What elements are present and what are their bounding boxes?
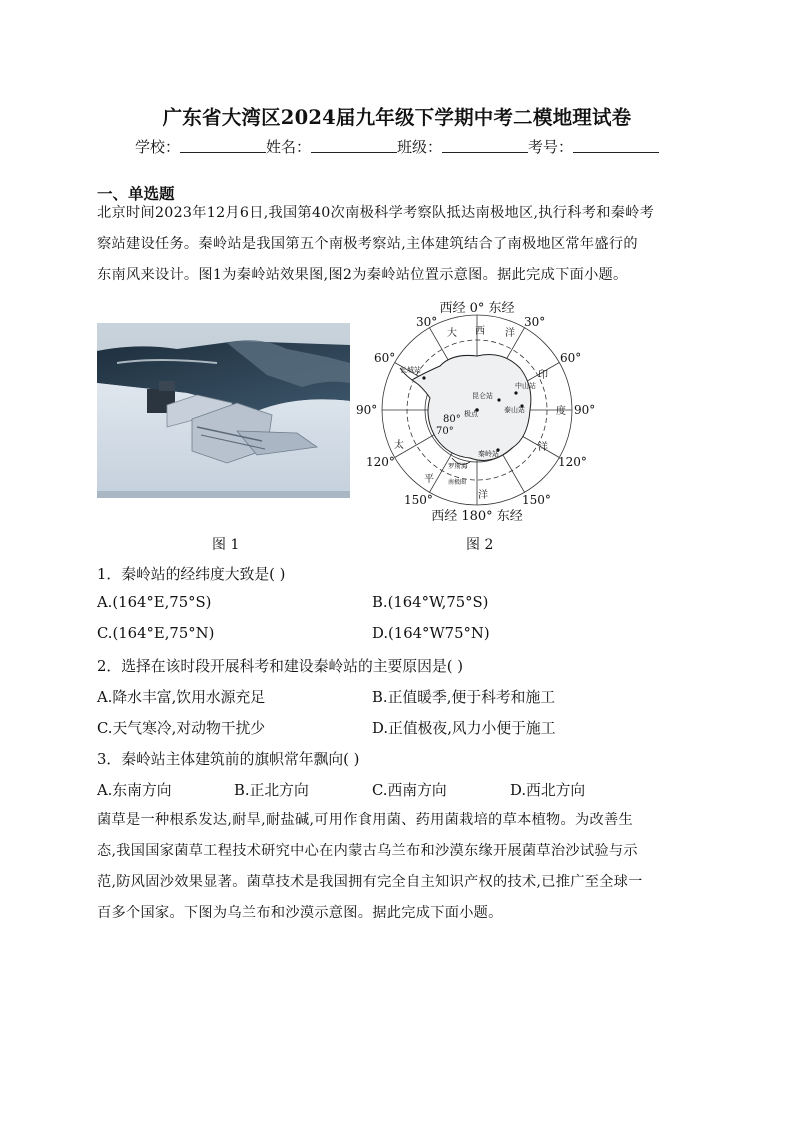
intro1-line: 北京时间2023年12月6日,我国第40次南极科学考察队抵达南极地区,执行科考和秦岭考 bbox=[97, 205, 655, 221]
q1-option-b[interactable]: B.(164°W,75°S) bbox=[372, 594, 489, 611]
lon-90e: 90° bbox=[574, 403, 596, 417]
class-blank bbox=[442, 138, 528, 153]
station-changcheng: 长城站 bbox=[400, 366, 421, 374]
map-bottom-label: 西经 180° 东经 bbox=[431, 509, 523, 524]
question-3-stem: 3．秦岭站主体建筑前的旗帜常年飘向( ) bbox=[97, 751, 360, 768]
question-1-stem: 1．秦岭站的经纬度大致是( ) bbox=[97, 566, 286, 583]
antarctic-circle-label: 南极圈 bbox=[448, 479, 467, 486]
name-label: 姓名： bbox=[265, 138, 311, 156]
school-blank bbox=[180, 138, 266, 153]
ocean-char-yang1: 洋 bbox=[505, 328, 515, 339]
intro1-line: 察站建设任务。秦岭站是我国第五个南极考察站,主体建筑结合了南极地区常年盛行的 bbox=[97, 236, 638, 252]
ocean-char-tai: 太 bbox=[394, 440, 404, 451]
station-qinling: 秦岭站 bbox=[478, 450, 499, 458]
ocean-char-ping: 平 bbox=[424, 474, 434, 485]
q2-option-b[interactable]: B.正值暖季,便于科考和施工 bbox=[372, 689, 556, 706]
intro2-line: 百多个国家。下图为乌兰布和沙漠示意图。据此完成下面小题。 bbox=[97, 905, 503, 921]
class-label: 班级： bbox=[397, 138, 443, 156]
antarctica-location-map bbox=[352, 298, 602, 526]
q3-option-d[interactable]: D.西北方向 bbox=[510, 782, 586, 799]
lon-30w: 30° bbox=[416, 315, 438, 329]
intro2-line: 范,防风固沙效果显著。菌草技术是我国拥有完全自主知识产权的技术,已推广至全球一 bbox=[97, 874, 643, 890]
q1-option-a[interactable]: A.(164°E,75°S) bbox=[97, 594, 212, 611]
section-heading: 一、单选题 bbox=[97, 184, 175, 203]
ocean-char-yang3: 洋 bbox=[478, 490, 488, 501]
page-title: 广东省大湾区2024届九年级下学期中考二模地理试卷 bbox=[162, 106, 632, 129]
lon-120w: 120° bbox=[366, 455, 395, 469]
station-kunlun: 昆仑站 bbox=[472, 392, 493, 400]
intro2-line: 菌草是一种根系发达,耐旱,耐盐碱,可用作食用菌、药用菌栽培的草本植物。为改善生 bbox=[97, 812, 633, 828]
ocean-char-yin: 印 bbox=[538, 370, 548, 381]
q1-option-c[interactable]: C.(164°E,75°N) bbox=[97, 625, 215, 642]
qinling-station-photo bbox=[97, 323, 350, 498]
q1-option-d[interactable]: D.(164°W75°N) bbox=[372, 625, 490, 642]
lon-150e: 150° bbox=[522, 493, 551, 507]
map-top-label: 西经 0° 东经 bbox=[439, 301, 515, 316]
lon-90w: 90° bbox=[356, 403, 378, 417]
ocean-char-du: 度 bbox=[556, 406, 566, 417]
ocean-char-xi: 西 bbox=[475, 326, 485, 337]
ocean-char-da: 大 bbox=[447, 328, 457, 339]
ross-sea-label: 罗斯海 bbox=[448, 462, 468, 470]
q2-option-d[interactable]: D.正值极夜,风力小便于施工 bbox=[372, 720, 556, 737]
ocean-char-yang2: 洋 bbox=[538, 442, 548, 453]
fig2-caption: 图 2 bbox=[466, 537, 494, 553]
lat-80: 80° bbox=[443, 414, 461, 425]
south-pole-label: 极点 bbox=[464, 410, 478, 418]
name-blank bbox=[311, 138, 397, 153]
fig1-caption: 图 1 bbox=[212, 537, 240, 553]
lon-60e: 60° bbox=[560, 351, 582, 365]
q2-option-a[interactable]: A.降水丰富,饮用水源充足 bbox=[97, 689, 266, 706]
number-label: 考号： bbox=[528, 138, 574, 156]
number-blank bbox=[573, 138, 659, 153]
station-taishan: 泰山站 bbox=[504, 406, 525, 414]
q2-option-c[interactable]: C.天气寒冷,对动物干扰少 bbox=[97, 720, 266, 737]
intro-paragraph-1 bbox=[97, 198, 700, 291]
lon-60w: 60° bbox=[374, 351, 396, 365]
station-zhongshan: 中山站 bbox=[515, 382, 536, 390]
lon-30e: 30° bbox=[524, 315, 546, 329]
intro2-line: 态,我国国家菌草工程技术研究中心在内蒙古乌兰布和沙漠东缘开展菌草治沙试验与示 bbox=[97, 843, 638, 859]
lon-120e: 120° bbox=[558, 455, 587, 469]
school-label: 学校： bbox=[134, 138, 180, 156]
intro-paragraph-2 bbox=[97, 805, 700, 929]
lon-150w: 150° bbox=[404, 493, 433, 507]
q3-option-c[interactable]: C.西南方向 bbox=[372, 782, 447, 799]
question-2-stem: 2．选择在该时段开展科考和建设秦岭站的主要原因是( ) bbox=[97, 658, 463, 675]
q3-option-a[interactable]: A.东南方向 bbox=[97, 782, 172, 799]
intro1-line: 东南风来设计。图1为秦岭站效果图,图2为秦岭站位置示意图。据此完成下面小题。 bbox=[97, 267, 628, 283]
q3-option-b[interactable]: B.正北方向 bbox=[234, 782, 309, 799]
student-info-line bbox=[0, 136, 794, 157]
lat-70: 70° bbox=[436, 426, 454, 437]
